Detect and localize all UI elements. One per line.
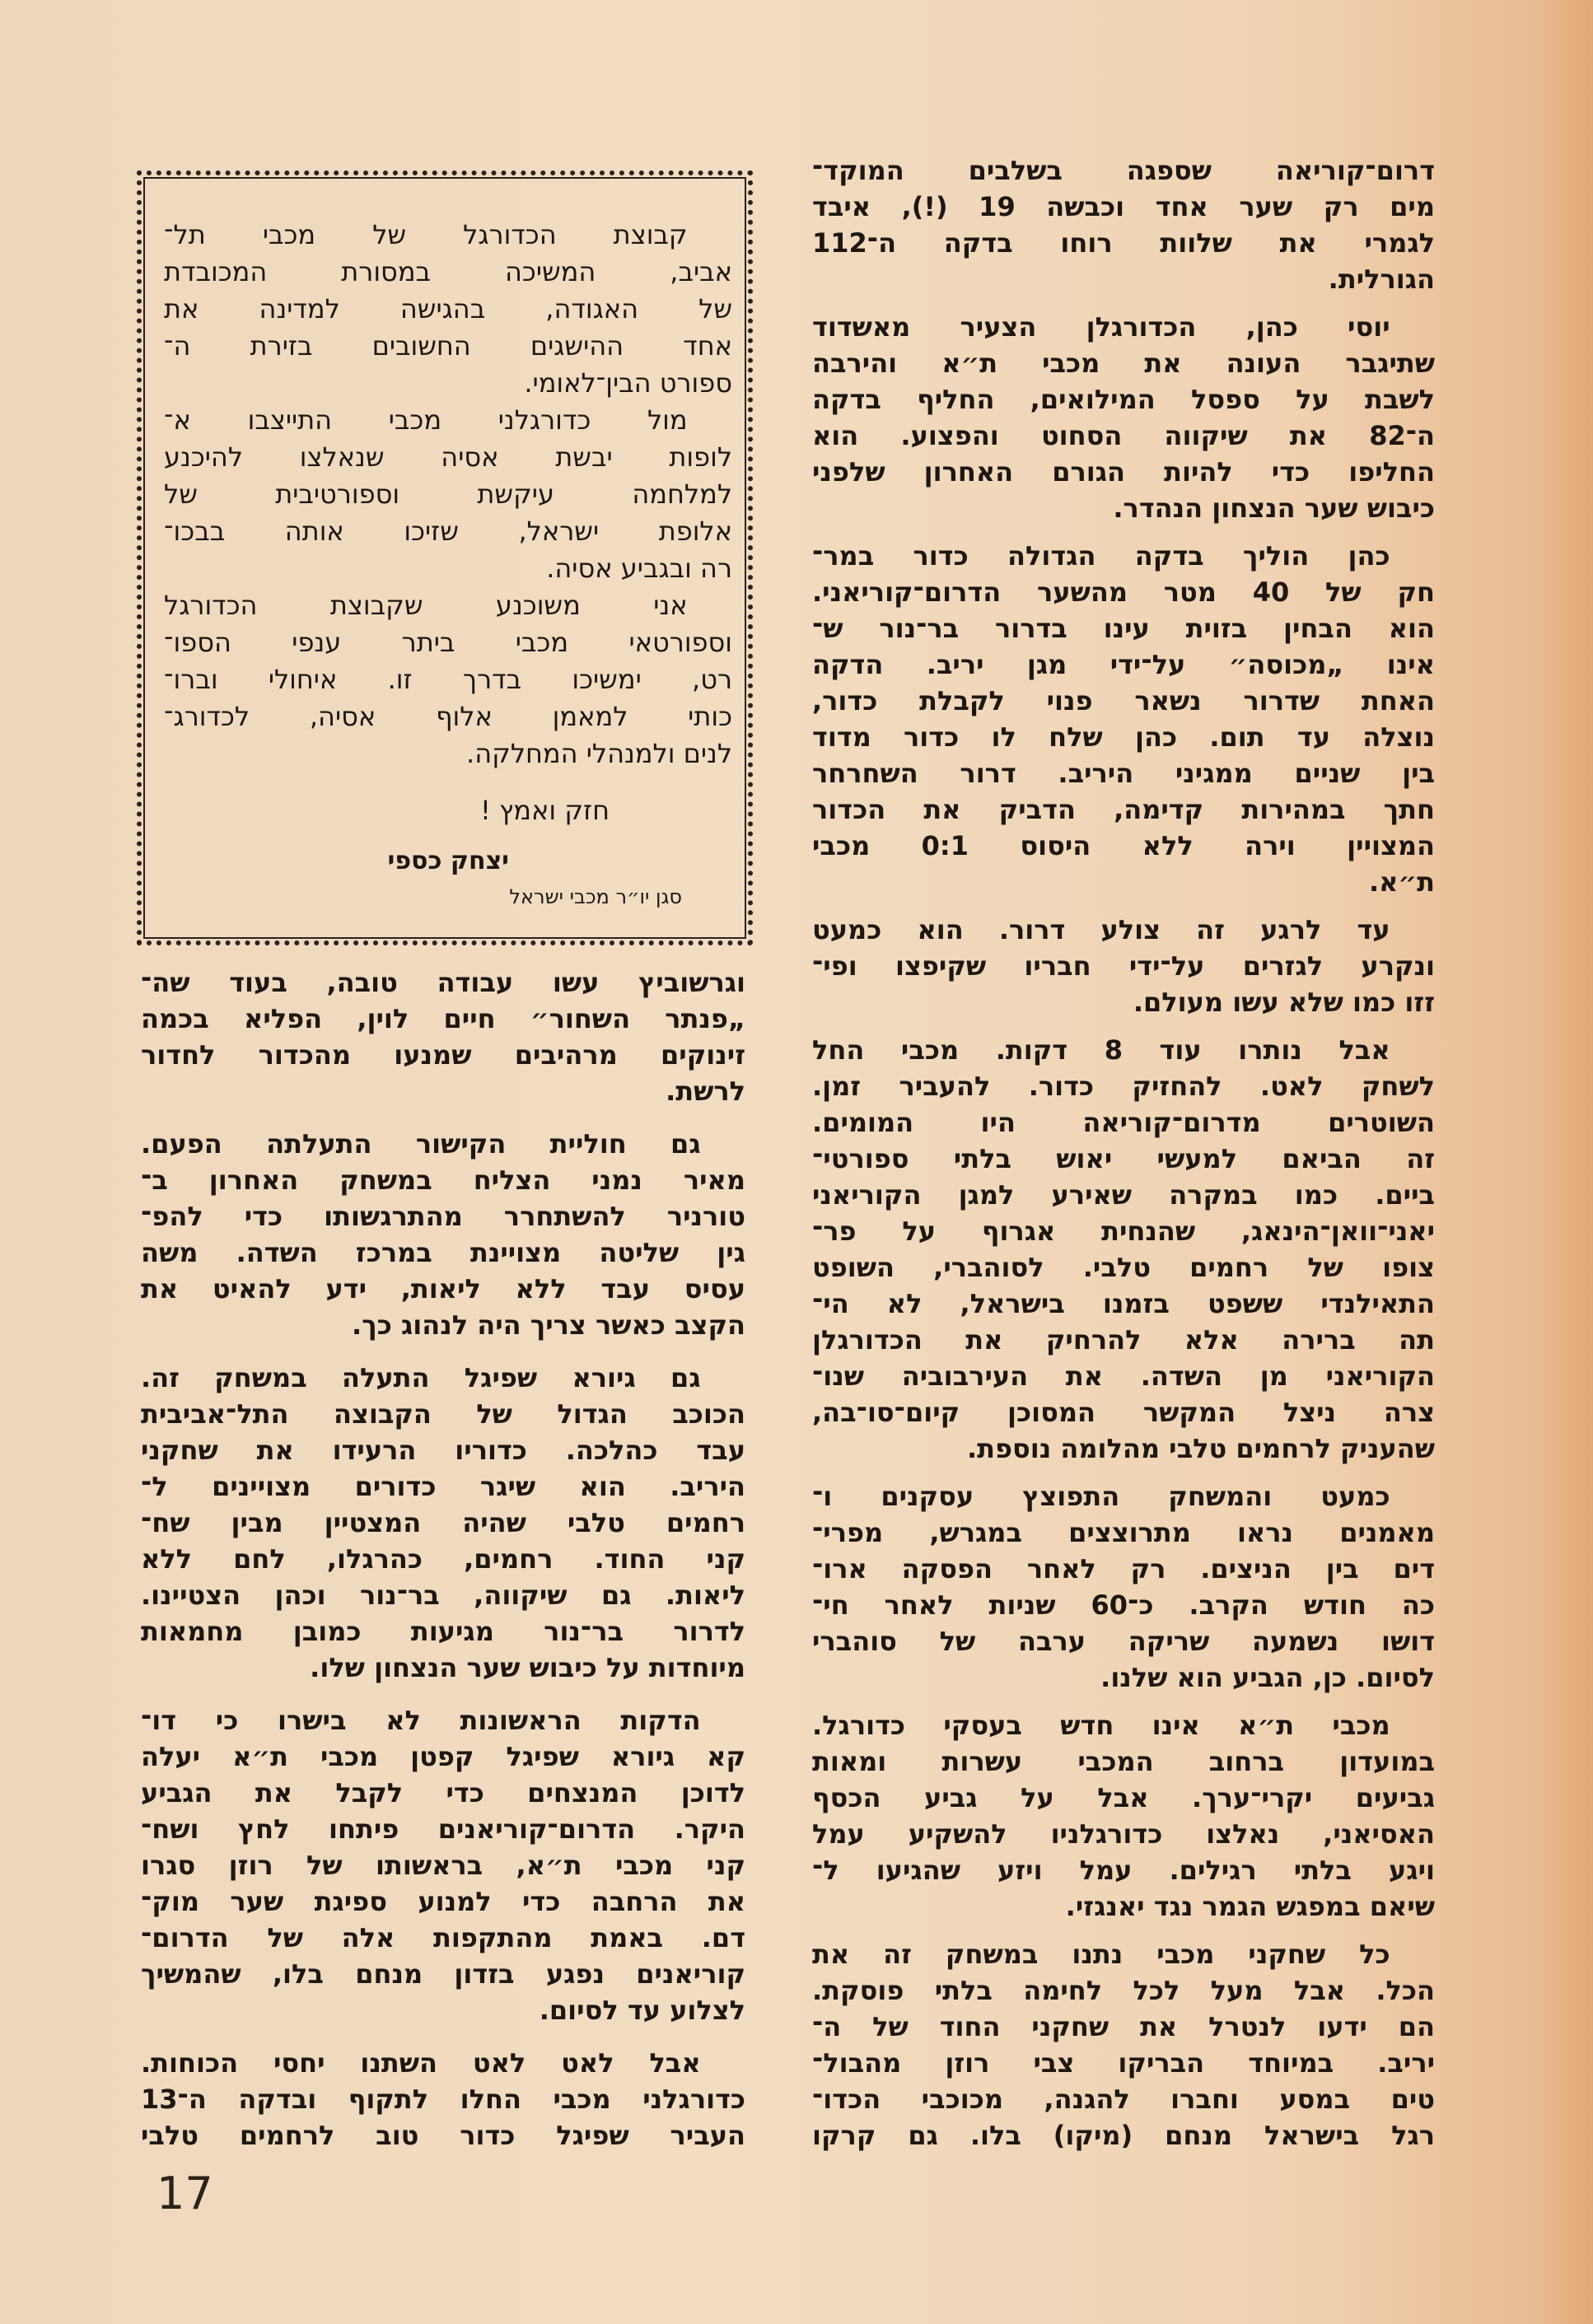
- greeting-box: [137, 170, 753, 945]
- text-line: מאיר נמני הצליח במשחק האחרון ב־: [141, 1164, 745, 1196]
- text-line: בין שניים ממגיני היריב. דרור השחרחר: [812, 758, 1435, 789]
- text-line: ספורט הבין־לאומי.: [524, 367, 732, 399]
- text-line: שתיגבר העונה את מכבי ת״א והירבה: [812, 348, 1435, 379]
- text-line: אבל נותרו עוד 8 דקות. מכבי החל: [812, 1034, 1390, 1066]
- greeting-box-text: [164, 217, 732, 772]
- text-line: טים במסע וחברו להגנה, מכוכבי הכדו־: [812, 2084, 1435, 2115]
- text-line: לנים ולמנהלי המחלקה.: [466, 738, 732, 769]
- paragraph: [141, 964, 745, 1109]
- text-line: לדוכן המנצחים כדי לקבל את הגביע: [141, 1777, 745, 1808]
- text-line: הכוכב הגדול של הקבוצה התל־אביבית: [141, 1398, 745, 1430]
- text-line: ביים. כמו במקרה שאירע למגן הקוריאני: [812, 1179, 1435, 1211]
- paragraph: [164, 217, 732, 402]
- text-line: גם גיורא שפיגל התעלה במשחק זה.: [141, 1362, 701, 1393]
- text-line: כיבוש שער הנצחון הנהדר.: [1113, 492, 1435, 524]
- text-line: דרום־קוריאה שספגה בשלבים המוקד־: [812, 155, 1435, 186]
- text-line: מכבי ת״א אינו חדש בעסקי כדורגל.: [812, 1710, 1390, 1741]
- text-line: הקצב כאשר צריך היה לנהוג כך.: [352, 1309, 745, 1341]
- text-line: דושו נשמעה שריקה ערבה של סוהברי: [812, 1626, 1435, 1657]
- paragraph: [812, 1032, 1435, 1467]
- text-line: ת״א.: [1368, 866, 1435, 898]
- text-line: אביב, המשיכה במסורת המכובדת: [164, 256, 732, 287]
- text-line: תה ברירה אלא להרחיק את הכדורגלן: [812, 1324, 1435, 1356]
- text-line: יריב. במיוחד הבריקו צבי רוזן מהבול־: [812, 2047, 1435, 2079]
- text-line: זינוקים מרהיבים שמנעו מהכדור לחדור: [141, 1039, 745, 1071]
- text-line: לגמרי את שלוות רוחו בדקה ה־112: [812, 227, 1435, 259]
- paragraph: [141, 1360, 745, 1686]
- text-line: היקר. הדרום־קוריאנים פיתחו לחץ ושח־: [141, 1813, 745, 1845]
- text-line: אני משוכנע שקבוצת הכדורגל: [164, 590, 688, 621]
- text-line: ונקרע לגזרים על־ידי חבריו שקיפצו ופי־: [812, 950, 1435, 982]
- text-line: עבד כהלכה. כדוריו הרעידו את שחקני: [141, 1435, 745, 1466]
- text-line: לסיום. כן, הגביע הוא שלנו.: [1100, 1662, 1435, 1693]
- text-line: ליאות. גם שיקווה, בר־נור וכהן הצטיינו.: [141, 1580, 745, 1611]
- page-number: 17: [156, 2168, 213, 2219]
- text-line: מול כדורגלני מכבי התייצבו א־: [164, 404, 688, 436]
- text-line: קוריאנים נפגע בזדון מנחם בלו, שהמשיך: [141, 1958, 745, 1990]
- text-line: זזו כמו שלא עשו מעולם.: [1133, 987, 1435, 1018]
- text-line: קבוצת הכדורגל של מכבי תל־: [164, 219, 688, 250]
- text-line: שהעניק לרחמים טלבי מהלומה נוספת.: [966, 1433, 1435, 1464]
- text-line: אחד ההישגים החשובים בזירת ה־: [164, 330, 732, 362]
- signature-title: סגן יו״ר מכבי ישראל: [509, 885, 682, 908]
- text-line: טורניר להשתחרר מהתרגשותו כדי להפ־: [141, 1201, 745, 1232]
- text-line: רט, ימשיכו בדרך זו. איחולי וברו־: [164, 664, 732, 695]
- paragraph: [812, 309, 1435, 526]
- text-line: הדקות הראשונות לא בישרו כי דו־: [141, 1705, 701, 1736]
- text-line: דם. באמת מהתקפות אלה של הדרום־: [141, 1922, 745, 1953]
- text-line: עד לרגע זה צולע דרור. הוא כמעט: [812, 914, 1390, 945]
- text-line: הגורלית.: [1328, 264, 1435, 295]
- text-line: למלחמה עיקשת וספורטיבית של: [164, 478, 732, 510]
- text-line: התאילנדי ששפט בזמנו בישראל, לא הי־: [812, 1288, 1435, 1319]
- text-line: הקוריאני מן השדה. את העירבוביה שנו־: [812, 1360, 1435, 1392]
- text-line: השוטרים מדרום־קוריאה היו המומים.: [812, 1107, 1435, 1138]
- text-line: היריב. הוא שיגר כדורים מצויינים ל־: [141, 1471, 745, 1502]
- text-line: אבל לאט לאט השתנו יחסי הכוחות.: [141, 2047, 701, 2079]
- text-line: גין שליטה מצויינת במרכז השדה. משה: [141, 1237, 745, 1268]
- text-line: „פנתר השחור״ חיים לוין, הפליא בכמה: [141, 1003, 745, 1034]
- text-line: המצויין וירה ללא היסוס 0:1 מכבי: [812, 830, 1436, 861]
- text-line: כהן הוליך בדקה הגדולה כדור במר־: [812, 540, 1390, 572]
- text-line: גם חוליית הקישור התעלתה הפעם.: [141, 1128, 701, 1160]
- text-line: כותי למאמן אלוף אסיה, לכדורג־: [164, 701, 732, 732]
- text-line: לרשת.: [666, 1076, 745, 1107]
- paragraph: [812, 538, 1435, 900]
- text-line: החליפו כדי להיות הגורם האחרון שלפני: [812, 456, 1435, 488]
- text-line: דים בין הניצים. רק לאחר הפסקה ארו־: [812, 1553, 1435, 1584]
- text-line: מיוחדות על כיבוש שער הנצחון שלו.: [310, 1652, 745, 1683]
- text-line: וגרשוביץ עשו עבודה טובה, בעוד שה־: [141, 967, 745, 998]
- text-line: הוא הבחין בזוית עינו בדרור בר־נור ש־: [812, 613, 1435, 644]
- text-line: לופות יבשת אסיה שנאלצו להיכנע: [164, 441, 732, 473]
- text-line: אינו „מכוסה״ על־ידי מגן יריב. הדקה: [812, 649, 1435, 680]
- text-line: כמעט והמשחק התפוצץ עסקנים ו־: [812, 1481, 1390, 1512]
- paragraph: [812, 1478, 1435, 1696]
- text-line: כדורגלני מכבי החלו לתקוף ובדקה ה־13: [141, 2084, 745, 2115]
- paragraph: [141, 1126, 745, 1343]
- text-line: מאמנים נראו מתרוצצים במגרש, מפרי־: [812, 1517, 1435, 1548]
- text-line: צופו של רחמים טלבי. לסוהברי, השופט: [812, 1252, 1435, 1283]
- paragraph: [164, 402, 732, 587]
- text-line: לדרור בר־נור מגיעות כמובן מחמאות: [141, 1616, 745, 1647]
- text-line: האחת שדרור נשאר פנוי לקבלת כדור,: [812, 685, 1435, 716]
- text-line: קני מכבי ת״א, בראשותו של רוזן סגרו: [141, 1850, 745, 1881]
- article-column-right: [812, 152, 1435, 2165]
- paragraph: [164, 587, 732, 772]
- text-line: חק של 40 מטר מהשער הדרום־קוריאני.: [812, 576, 1436, 608]
- text-line: לצלוע עד לסיום.: [539, 1995, 745, 2026]
- text-line: של האגודה, בהגישה למדינה את: [164, 293, 732, 324]
- text-line: רה ובגביע אסיה.: [546, 553, 732, 584]
- greeting-closing: חזק ואמץ !: [480, 795, 610, 826]
- text-line: לשחק לאט. להחזיק כדור. להעביר זמן.: [812, 1071, 1435, 1102]
- text-line: שיאם במפגש הגמר נגד יאנגזי.: [1065, 1891, 1435, 1922]
- text-line: אלופת ישראל, שזיכו אותה בבכו־: [164, 516, 732, 547]
- paragraph: [812, 1707, 1435, 1925]
- article-column-left: [141, 964, 745, 2170]
- text-line: את הרחבה כדי למנוע ספיגת שער מוק־: [141, 1886, 745, 1917]
- text-line: וספורטאי מכבי ביתר ענפי הספו־: [164, 627, 732, 658]
- paragraph: [812, 1936, 1435, 2154]
- text-line: רחמים טלבי שהיה המצטיין מבין שח־: [141, 1507, 745, 1538]
- text-line: קני החוד. רחמים, כהרגלו, לחם ללא: [141, 1543, 745, 1575]
- text-line: נוצלה עד תום. כהן שלח לו כדור מדוד: [812, 721, 1435, 753]
- signature-name: יצחק כספי: [387, 847, 509, 875]
- text-line: קא גיורא שפיגל קפטן מכבי ת״א יעלה: [141, 1741, 745, 1772]
- paragraph: [812, 912, 1435, 1020]
- text-line: עסיס עבד ללא ליאות, ידע להאיט את: [141, 1273, 745, 1304]
- text-line: כל שחקני מכבי נתנו במשחק זה את: [812, 1939, 1390, 1970]
- text-line: ה־82 את שיקווה הסחוט והפצוע. הוא: [812, 420, 1435, 451]
- text-line: לשבת על ספסל המילואים, החליף בדקה: [812, 384, 1435, 415]
- text-line: מים רק שער אחד וכבשה 19 (!), איבד: [812, 191, 1436, 222]
- paragraph: [141, 2045, 745, 2154]
- text-line: יוסי כהן, הכדורגלן הצעיר מאשדוד: [812, 311, 1390, 343]
- text-line: גביעים יקרי־ערך. אבל על גביע הכסף: [812, 1782, 1435, 1813]
- text-line: הם ידעו לנטרל את שחקני החוד של ה־: [812, 2011, 1435, 2042]
- text-line: האסיאני, נאלצו כדורגלניו להשקיע עמל: [812, 1818, 1435, 1850]
- text-line: במועדון ברחוב המכבי עשרות ומאות: [812, 1746, 1435, 1777]
- paragraph: [141, 1702, 745, 2028]
- text-line: צרה ניצל המקשר המסוכן קיום־סו־בה,: [812, 1397, 1435, 1428]
- text-line: רגל בישראל מנחם (מיקו) בלו. גם קרקו: [812, 2120, 1435, 2151]
- text-line: חתך במהירות קדימה, הדביק את הכדור: [812, 794, 1435, 825]
- paragraph: [812, 152, 1435, 297]
- text-line: כה חודש הקרב. כ־60 שניות לאחר חי־: [812, 1589, 1436, 1621]
- text-line: זה הביאם למעשי יאוש בלתי ספורטי־: [812, 1143, 1435, 1174]
- text-line: העביר שפיגל כדור טוב לרחמים טלבי: [141, 2120, 745, 2151]
- text-line: ויגע בלתי רגילים. עמל ויזע שהגיעו ל־: [812, 1855, 1435, 1886]
- text-line: הכל. אבל מעל לכל לחימה בלתי פוסקת.: [812, 1975, 1435, 2006]
- text-line: יאני־וואן־הינאג, שהנחית אגרוף על פר־: [812, 1216, 1435, 1247]
